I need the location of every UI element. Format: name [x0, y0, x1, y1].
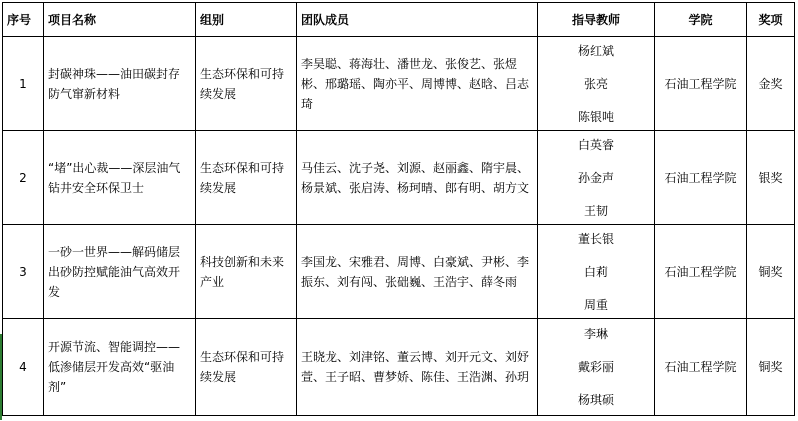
project-cell: 一砂一世界——解码储层出砂防控赋能油气高效开发	[44, 225, 196, 319]
college-cell: 石油工程学院	[655, 37, 747, 131]
teachers-cell	[538, 225, 655, 319]
header-project: 项目名称	[44, 3, 196, 37]
award-cell: 银奖	[747, 131, 795, 225]
row-selection-marker	[0, 334, 2, 420]
teacher-name: 周重	[583, 297, 608, 312]
members-cell: 李国龙、宋雅君、周博、白豪斌、尹彬、李振东、刘有闯、张础巍、王浩宇、薛冬雨	[297, 225, 538, 319]
header-row	[3, 3, 795, 37]
header-teachers: 指导教师	[538, 3, 655, 37]
teacher-name: 王韧	[583, 203, 608, 218]
award-cell: 铜奖	[747, 225, 795, 319]
project-cell: 开源节流、智能调控——低渗储层开发高效“驱油剂”	[44, 319, 196, 416]
teachers-cell	[538, 37, 655, 131]
seq-cell: 2	[3, 131, 44, 225]
teacher-name: 戴彩丽	[577, 360, 614, 374]
seq-cell: 4	[3, 319, 44, 416]
header-members: 团队成员	[297, 3, 538, 37]
table-row	[3, 225, 795, 319]
teacher-name: 白英睿	[577, 137, 614, 152]
teacher-list	[542, 324, 650, 410]
award-cell: 金奖	[747, 37, 795, 131]
college-cell: 石油工程学院	[655, 131, 747, 225]
members-cell: 李昊聪、蒋海壮、潘世龙、张俊艺、张煜彬、邢璐瑶、陶亦平、周博博、赵晗、吕志琦	[297, 37, 538, 131]
table-row	[3, 37, 795, 131]
project-cell: “堵”出心裁——深层油气钻井安全环保卫士	[44, 131, 196, 225]
group-cell: 生态环保和可持续发展	[196, 319, 297, 416]
header-college: 学院	[655, 3, 747, 37]
teacher-name: 杨琪硕	[577, 393, 614, 407]
teacher-name: 白莉	[583, 264, 608, 279]
teacher-name: 李琳	[583, 327, 608, 341]
group-cell: 生态环保和可持续发展	[196, 131, 297, 225]
awards-table	[2, 2, 795, 416]
college-cell: 石油工程学院	[655, 225, 747, 319]
project-cell: 封碳神珠——油田碳封存防气窜新材料	[44, 37, 196, 131]
header-award: 奖项	[747, 3, 795, 37]
group-cell: 科技创新和未来产业	[196, 225, 297, 319]
college-cell: 石油工程学院	[655, 319, 747, 416]
table-row	[3, 131, 795, 225]
teachers-cell	[538, 319, 655, 416]
header-group: 组别	[196, 3, 297, 37]
members-cell: 王晓龙、刘津铭、董云博、刘开元文、刘妤萱、王子昭、曹梦娇、陈佳、王浩渊、孙玥	[297, 319, 538, 416]
teacher-name: 董长银	[577, 231, 614, 246]
members-cell: 马佳云、沈子尧、刘源、赵丽鑫、隋宇晨、杨景斌、张启涛、杨珂晴、郎有明、胡方文	[297, 131, 538, 225]
teacher-name: 陈银吨	[577, 109, 614, 124]
teacher-name: 孙金声	[577, 170, 614, 185]
teacher-name: 杨红斌	[577, 43, 614, 58]
seq-cell: 3	[3, 225, 44, 319]
teacher-list	[542, 41, 650, 127]
teachers-cell	[538, 131, 655, 225]
teacher-list	[542, 135, 650, 221]
teacher-list	[542, 229, 650, 315]
header-seq: 序号	[3, 3, 44, 37]
award-cell: 铜奖	[747, 319, 795, 416]
table-row	[3, 319, 795, 416]
teacher-name: 张亮	[583, 76, 608, 91]
seq-cell: 1	[3, 37, 44, 131]
group-cell: 生态环保和可持续发展	[196, 37, 297, 131]
